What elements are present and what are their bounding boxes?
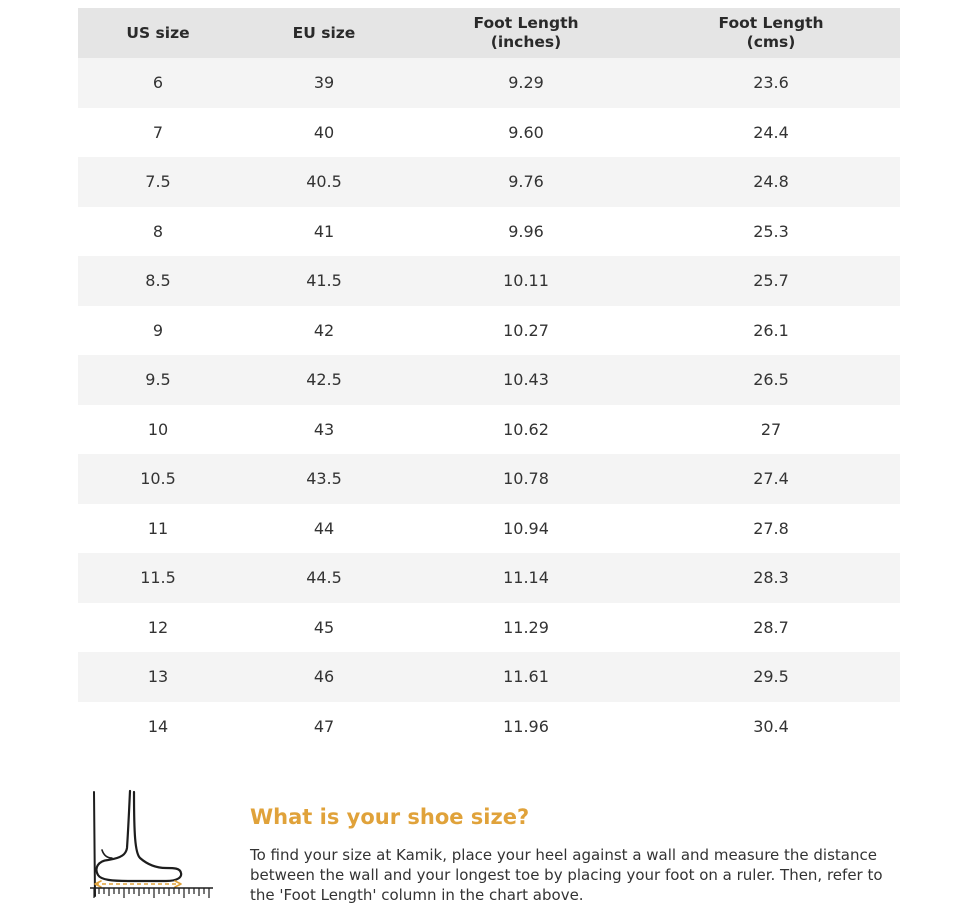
cell-foot-length-inches: 11.96: [410, 702, 642, 752]
cell-eu-size: 43: [238, 405, 410, 455]
cell-eu-size: 41: [238, 207, 410, 257]
cell-us-size: 8: [78, 207, 238, 257]
cell-foot-length-cms: 28.3: [642, 553, 900, 603]
cell-eu-size: 45: [238, 603, 410, 653]
cell-us-size: 10.5: [78, 454, 238, 504]
table-row: [78, 702, 900, 752]
header-us-size-label: US size: [126, 23, 190, 42]
cell-eu-size: 42.5: [238, 355, 410, 405]
cell-us-size: 6: [78, 58, 238, 108]
foot-measurement-icon: [86, 788, 220, 899]
table-row: [78, 603, 900, 653]
table-row: [78, 108, 900, 158]
size-chart-table: [78, 8, 900, 751]
table-row: [78, 454, 900, 504]
table-row: [78, 306, 900, 356]
header-foot-length-inches: [410, 8, 642, 58]
cell-foot-length-inches: 10.27: [410, 306, 642, 356]
cell-foot-length-cms: 26.5: [642, 355, 900, 405]
cell-foot-length-inches: 9.76: [410, 157, 642, 207]
table-row: [78, 553, 900, 603]
cell-us-size: 7.5: [78, 157, 238, 207]
cell-foot-length-inches: 9.60: [410, 108, 642, 158]
cell-eu-size: 44.5: [238, 553, 410, 603]
cell-foot-length-inches: 10.43: [410, 355, 642, 405]
cell-eu-size: 39: [238, 58, 410, 108]
table-row: [78, 504, 900, 554]
cell-foot-length-cms: 27: [642, 405, 900, 455]
cell-foot-length-cms: 29.5: [642, 652, 900, 702]
cell-foot-length-cms: 23.6: [642, 58, 900, 108]
header-eu-size-label: EU size: [292, 23, 356, 42]
cell-foot-length-inches: 10.78: [410, 454, 642, 504]
header-foot-length-inches-line2: (inches): [490, 33, 562, 51]
header-foot-length-cms: [642, 8, 900, 58]
cell-eu-size: 41.5: [238, 256, 410, 306]
header-foot-length-cms-line1: Foot Length: [718, 14, 824, 32]
cell-eu-size: 44: [238, 504, 410, 554]
cell-foot-length-cms: 25.7: [642, 256, 900, 306]
cell-us-size: 9: [78, 306, 238, 356]
shoe-size-heading: What is your shoe size?: [250, 805, 530, 829]
cell-us-size: 12: [78, 603, 238, 653]
table-row: [78, 256, 900, 306]
cell-us-size: 7: [78, 108, 238, 158]
cell-foot-length-cms: 28.7: [642, 603, 900, 653]
cell-foot-length-inches: 9.96: [410, 207, 642, 257]
cell-foot-length-inches: 11.29: [410, 603, 642, 653]
cell-foot-length-cms: 25.3: [642, 207, 900, 257]
cell-foot-length-cms: 24.8: [642, 157, 900, 207]
table-row: [78, 58, 900, 108]
cell-us-size: 10: [78, 405, 238, 455]
cell-us-size: 8.5: [78, 256, 238, 306]
header-foot-length-inches-line1: Foot Length: [473, 14, 579, 32]
cell-eu-size: 40.5: [238, 157, 410, 207]
cell-us-size: 13: [78, 652, 238, 702]
cell-foot-length-cms: 26.1: [642, 306, 900, 356]
cell-eu-size: 47: [238, 702, 410, 752]
cell-us-size: 14: [78, 702, 238, 752]
cell-foot-length-inches: 11.61: [410, 652, 642, 702]
cell-foot-length-inches: 10.94: [410, 504, 642, 554]
table-row: [78, 405, 900, 455]
cell-foot-length-cms: 24.4: [642, 108, 900, 158]
cell-us-size: 9.5: [78, 355, 238, 405]
table-row: [78, 207, 900, 257]
cell-foot-length-inches: 9.29: [410, 58, 642, 108]
table-row: [78, 157, 900, 207]
table-row: [78, 355, 900, 405]
cell-foot-length-cms: 27.4: [642, 454, 900, 504]
table-header-row: [78, 8, 900, 58]
cell-eu-size: 46: [238, 652, 410, 702]
cell-eu-size: 42: [238, 306, 410, 356]
cell-foot-length-inches: 10.11: [410, 256, 642, 306]
cell-eu-size: 43.5: [238, 454, 410, 504]
cell-foot-length-cms: 30.4: [642, 702, 900, 752]
cell-us-size: 11.5: [78, 553, 238, 603]
cell-foot-length-inches: 11.14: [410, 553, 642, 603]
shoe-size-instructions: To find your size at Kamik, place your heel against a wall and measure the distance between the wall and your longest toe by placing your foot on a ruler. Then, refer to the 'Foot Length' column in the chart above.: [250, 846, 883, 904]
header-eu-size: [238, 8, 410, 58]
cell-foot-length-cms: 27.8: [642, 504, 900, 554]
cell-eu-size: 40: [238, 108, 410, 158]
cell-foot-length-inches: 10.62: [410, 405, 642, 455]
header-us-size: [78, 8, 238, 58]
cell-us-size: 11: [78, 504, 238, 554]
header-foot-length-cms-line2: (cms): [746, 33, 796, 51]
table-row: [78, 652, 900, 702]
